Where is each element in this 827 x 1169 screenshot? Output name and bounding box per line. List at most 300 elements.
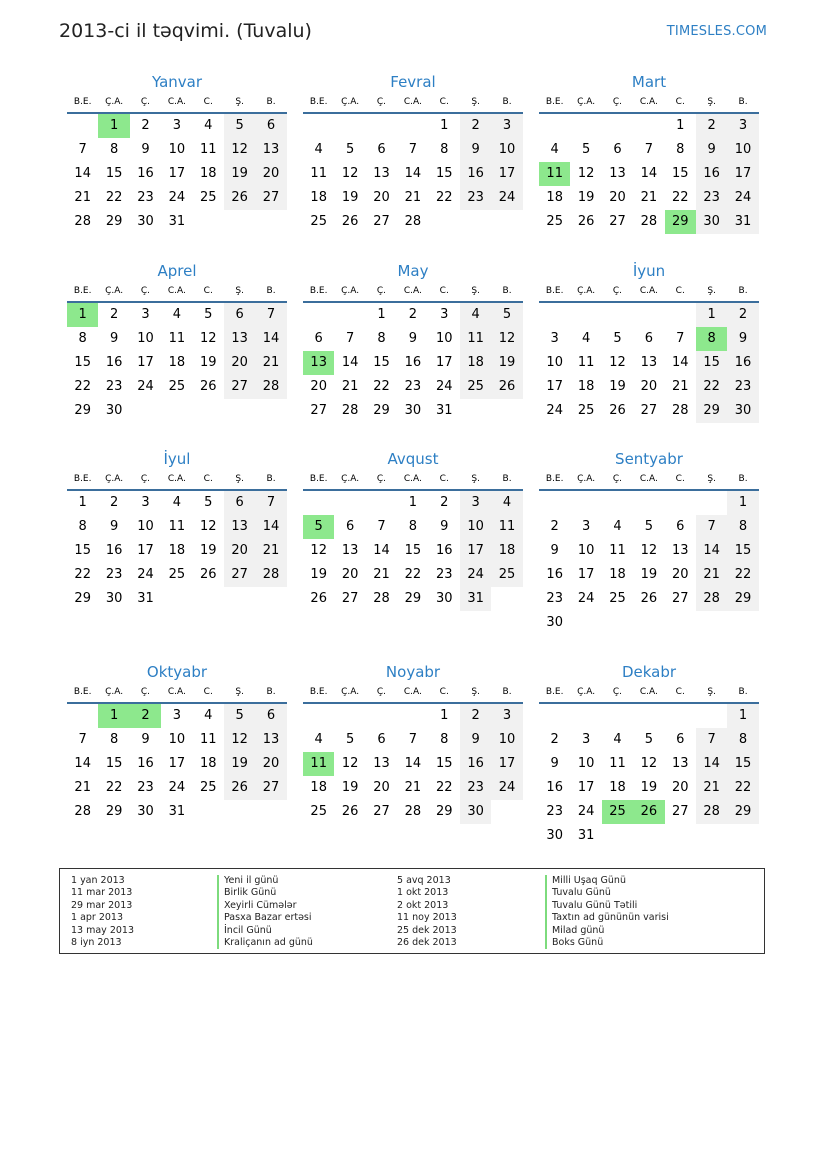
day-cell[interactable]: 30	[404, 403, 422, 418]
day-cell[interactable]: 17	[491, 162, 522, 186]
day-cell[interactable]: 20	[255, 162, 286, 186]
day-cell[interactable]: 3	[581, 732, 591, 747]
day-cell[interactable]: 5	[581, 142, 591, 157]
day-cell[interactable]: 12	[224, 138, 255, 162]
day-cell[interactable]: 14	[640, 166, 658, 181]
day-cell[interactable]: 4	[491, 491, 522, 515]
day-cell[interactable]: 10	[546, 355, 563, 370]
day-cell[interactable]: 24	[168, 780, 186, 795]
day-cell[interactable]: 5	[613, 331, 622, 346]
day-cell[interactable]: 23	[460, 186, 491, 210]
day-cell[interactable]: 3	[460, 491, 491, 515]
day-cell[interactable]: 8	[109, 732, 119, 747]
day-cell[interactable]: 11	[199, 142, 217, 157]
day-cell[interactable]: 9	[727, 327, 758, 351]
day-cell[interactable]: 25	[168, 379, 186, 394]
day-cell[interactable]: 14	[255, 327, 286, 351]
day-cell[interactable]: 21	[74, 190, 91, 205]
day-cell[interactable]: 5	[224, 114, 255, 138]
day-cell[interactable]: 17	[546, 379, 563, 394]
day-cell[interactable]: 25	[168, 567, 186, 582]
day-cell[interactable]: 12	[341, 756, 359, 771]
day-cell[interactable]: 23	[105, 379, 123, 394]
day-cell[interactable]: 17	[168, 166, 186, 181]
day-cell[interactable]: 1	[727, 491, 758, 515]
day-cell[interactable]: 22	[727, 776, 758, 800]
day-cell[interactable]: 8	[440, 142, 449, 157]
day-cell[interactable]: 10	[168, 142, 186, 157]
day-cell[interactable]: 15	[74, 543, 91, 558]
day-cell[interactable]: 20	[255, 752, 286, 776]
day-cell[interactable]: 24	[137, 379, 154, 394]
day-cell[interactable]: 24	[577, 591, 595, 606]
day-cell[interactable]: 18	[546, 190, 563, 205]
day-cell[interactable]: 12	[640, 756, 658, 771]
day-cell[interactable]: 28	[341, 403, 359, 418]
day-cell[interactable]: 6	[377, 732, 386, 747]
day-cell[interactable]: 27	[671, 804, 689, 819]
day-cell[interactable]: 16	[546, 780, 563, 795]
day-cell[interactable]: 1	[440, 118, 449, 133]
day-cell[interactable]: 5	[224, 704, 255, 728]
day-cell[interactable]: 12	[199, 519, 217, 534]
day-cell[interactable]: 19	[199, 543, 217, 558]
day-cell[interactable]: 13	[373, 166, 390, 181]
day-cell[interactable]: 16	[137, 756, 154, 771]
day-cell[interactable]: 17	[168, 756, 186, 771]
day-cell[interactable]: 6	[345, 519, 355, 534]
day-cell[interactable]: 16	[727, 351, 758, 375]
day-cell[interactable]: 20	[373, 190, 390, 205]
day-cell[interactable]: 8	[676, 142, 685, 157]
holiday-day[interactable]: 11	[303, 752, 334, 776]
day-cell[interactable]: 6	[314, 331, 323, 346]
day-cell[interactable]: 20	[341, 567, 359, 582]
day-cell[interactable]: 20	[224, 539, 255, 563]
day-cell[interactable]: 16	[696, 162, 727, 186]
day-cell[interactable]: 23	[546, 591, 563, 606]
day-cell[interactable]: 13	[609, 166, 626, 181]
day-cell[interactable]: 19	[640, 567, 658, 582]
day-cell[interactable]: 10	[460, 515, 491, 539]
day-cell[interactable]: 31	[460, 587, 491, 611]
day-cell[interactable]: 12	[199, 331, 217, 346]
day-cell[interactable]: 4	[613, 732, 622, 747]
day-cell[interactable]: 15	[727, 752, 758, 776]
day-cell[interactable]: 31	[137, 591, 154, 606]
day-cell[interactable]: 9	[109, 331, 119, 346]
day-cell[interactable]: 10	[577, 756, 595, 771]
day-cell[interactable]: 13	[224, 327, 255, 351]
day-cell[interactable]: 1	[727, 704, 758, 728]
day-cell[interactable]: 7	[78, 142, 87, 157]
day-cell[interactable]: 27	[640, 403, 658, 418]
day-cell[interactable]: 28	[640, 214, 658, 229]
brand-link[interactable]: TIMESLES.COM	[666, 24, 767, 39]
day-cell[interactable]: 18	[460, 351, 491, 375]
day-cell[interactable]: 4	[550, 142, 559, 157]
day-cell[interactable]: 8	[377, 331, 386, 346]
day-cell[interactable]: 21	[255, 351, 286, 375]
day-cell[interactable]: 16	[435, 543, 453, 558]
day-cell[interactable]: 24	[546, 403, 563, 418]
day-cell[interactable]: 7	[345, 331, 355, 346]
day-cell[interactable]: 9	[460, 138, 491, 162]
day-cell[interactable]: 11	[609, 543, 626, 558]
day-cell[interactable]: 13	[341, 543, 359, 558]
day-cell[interactable]: 9	[141, 142, 150, 157]
day-cell[interactable]: 11	[577, 355, 595, 370]
day-cell[interactable]: 22	[74, 379, 91, 394]
day-cell[interactable]: 22	[727, 563, 758, 587]
day-cell[interactable]: 20	[373, 780, 390, 795]
day-cell[interactable]: 25	[546, 214, 563, 229]
day-cell[interactable]: 8	[440, 732, 449, 747]
day-cell[interactable]: 15	[435, 756, 453, 771]
day-cell[interactable]: 14	[341, 355, 359, 370]
day-cell[interactable]: 22	[671, 190, 689, 205]
day-cell[interactable]: 28	[74, 804, 91, 819]
day-cell[interactable]: 24	[727, 186, 758, 210]
day-cell[interactable]: 3	[440, 307, 449, 322]
day-cell[interactable]: 4	[172, 307, 181, 322]
day-cell[interactable]: 6	[613, 142, 622, 157]
day-cell[interactable]: 3	[172, 118, 181, 133]
day-cell[interactable]: 15	[373, 355, 390, 370]
day-cell[interactable]: 5	[644, 732, 653, 747]
day-cell[interactable]: 29	[696, 399, 727, 423]
day-cell[interactable]: 2	[408, 307, 417, 322]
day-cell[interactable]: 25	[577, 403, 595, 418]
holiday-day[interactable]: 2	[130, 704, 161, 728]
day-cell[interactable]: 3	[491, 114, 522, 138]
day-cell[interactable]: 11	[609, 756, 626, 771]
day-cell[interactable]: 28	[404, 214, 422, 229]
holiday-day[interactable]: 1	[98, 704, 129, 728]
day-cell[interactable]: 21	[696, 776, 727, 800]
day-cell[interactable]: 19	[199, 355, 217, 370]
day-cell[interactable]: 31	[168, 804, 186, 819]
holiday-day[interactable]: 25	[602, 800, 633, 824]
day-cell[interactable]: 17	[491, 752, 522, 776]
day-cell[interactable]: 26	[341, 804, 359, 819]
day-cell[interactable]: 7	[255, 303, 286, 327]
day-cell[interactable]: 16	[105, 355, 123, 370]
day-cell[interactable]: 21	[671, 379, 689, 394]
day-cell[interactable]: 23	[105, 567, 123, 582]
day-cell[interactable]: 16	[137, 166, 154, 181]
day-cell[interactable]: 1	[676, 118, 685, 133]
day-cell[interactable]: 13	[224, 515, 255, 539]
day-cell[interactable]: 3	[172, 708, 181, 723]
day-cell[interactable]: 14	[404, 756, 422, 771]
day-cell[interactable]: 3	[550, 331, 559, 346]
day-cell[interactable]: 15	[435, 166, 453, 181]
day-cell[interactable]: 10	[727, 138, 758, 162]
day-cell[interactable]: 10	[491, 728, 522, 752]
day-cell[interactable]: 14	[255, 515, 286, 539]
day-cell[interactable]: 19	[609, 379, 626, 394]
day-cell[interactable]: 28	[255, 375, 286, 399]
day-cell[interactable]: 20	[640, 379, 658, 394]
day-cell[interactable]: 10	[168, 732, 186, 747]
day-cell[interactable]: 28	[696, 587, 727, 611]
day-cell[interactable]: 26	[224, 776, 255, 800]
day-cell[interactable]: 7	[408, 142, 417, 157]
day-cell[interactable]: 18	[168, 355, 186, 370]
day-cell[interactable]: 9	[408, 331, 417, 346]
day-cell[interactable]: 2	[440, 495, 449, 510]
holiday-day[interactable]: 29	[665, 210, 696, 234]
day-cell[interactable]: 6	[676, 732, 685, 747]
day-cell[interactable]: 27	[255, 186, 286, 210]
day-cell[interactable]: 11	[199, 732, 217, 747]
day-cell[interactable]: 25	[609, 591, 626, 606]
holiday-day[interactable]: 1	[67, 303, 98, 327]
day-cell[interactable]: 18	[199, 166, 217, 181]
day-cell[interactable]: 13	[255, 728, 286, 752]
day-cell[interactable]: 15	[404, 543, 422, 558]
day-cell[interactable]: 6	[676, 519, 685, 534]
day-cell[interactable]: 25	[491, 563, 522, 587]
day-cell[interactable]: 20	[671, 567, 689, 582]
day-cell[interactable]: 17	[137, 543, 154, 558]
day-cell[interactable]: 9	[109, 519, 119, 534]
day-cell[interactable]: 19	[224, 752, 255, 776]
day-cell[interactable]: 18	[609, 780, 626, 795]
day-cell[interactable]: 18	[199, 756, 217, 771]
day-cell[interactable]: 5	[644, 519, 653, 534]
day-cell[interactable]: 3	[141, 307, 150, 322]
day-cell[interactable]: 13	[255, 138, 286, 162]
day-cell[interactable]: 18	[577, 379, 595, 394]
day-cell[interactable]: 30	[727, 399, 758, 423]
day-cell[interactable]: 21	[74, 780, 91, 795]
day-cell[interactable]: 3	[727, 114, 758, 138]
day-cell[interactable]: 27	[255, 776, 286, 800]
day-cell[interactable]: 2	[550, 732, 559, 747]
day-cell[interactable]: 27	[224, 375, 255, 399]
day-cell[interactable]: 1	[440, 708, 449, 723]
day-cell[interactable]: 18	[168, 543, 186, 558]
day-cell[interactable]: 29	[435, 804, 453, 819]
day-cell[interactable]: 16	[460, 752, 491, 776]
day-cell[interactable]: 2	[109, 495, 119, 510]
day-cell[interactable]: 21	[404, 190, 422, 205]
day-cell[interactable]: 22	[373, 379, 390, 394]
day-cell[interactable]: 12	[577, 166, 595, 181]
day-cell[interactable]: 27	[341, 591, 359, 606]
day-cell[interactable]: 4	[460, 303, 491, 327]
day-cell[interactable]: 30	[137, 804, 154, 819]
day-cell[interactable]: 11	[168, 519, 186, 534]
day-cell[interactable]: 25	[199, 780, 217, 795]
day-cell[interactable]: 25	[310, 214, 327, 229]
day-cell[interactable]: 7	[255, 491, 286, 515]
day-cell[interactable]: 15	[696, 351, 727, 375]
day-cell[interactable]: 14	[404, 166, 422, 181]
day-cell[interactable]: 1	[78, 495, 87, 510]
day-cell[interactable]: 30	[105, 403, 123, 418]
day-cell[interactable]: 6	[255, 114, 286, 138]
day-cell[interactable]: 16	[105, 543, 123, 558]
day-cell[interactable]: 14	[373, 543, 390, 558]
day-cell[interactable]: 21	[640, 190, 658, 205]
day-cell[interactable]: 21	[373, 567, 390, 582]
day-cell[interactable]: 26	[341, 214, 359, 229]
day-cell[interactable]: 29	[373, 403, 390, 418]
day-cell[interactable]: 4	[204, 118, 213, 133]
day-cell[interactable]: 24	[168, 190, 186, 205]
day-cell[interactable]: 20	[609, 190, 626, 205]
day-cell[interactable]: 31	[435, 403, 453, 418]
day-cell[interactable]: 18	[491, 539, 522, 563]
day-cell[interactable]: 14	[696, 539, 727, 563]
day-cell[interactable]: 5	[204, 495, 213, 510]
holiday-day[interactable]: 5	[303, 515, 334, 539]
day-cell[interactable]: 21	[341, 379, 359, 394]
day-cell[interactable]: 11	[310, 166, 327, 181]
day-cell[interactable]: 2	[460, 114, 491, 138]
day-cell[interactable]: 21	[696, 563, 727, 587]
day-cell[interactable]: 29	[105, 214, 123, 229]
day-cell[interactable]: 4	[172, 495, 181, 510]
day-cell[interactable]: 29	[727, 587, 758, 611]
day-cell[interactable]: 31	[168, 214, 186, 229]
day-cell[interactable]: 29	[727, 800, 758, 824]
day-cell[interactable]: 19	[341, 190, 359, 205]
day-cell[interactable]: 2	[460, 704, 491, 728]
day-cell[interactable]: 24	[491, 186, 522, 210]
day-cell[interactable]: 19	[224, 162, 255, 186]
day-cell[interactable]: 22	[105, 190, 123, 205]
day-cell[interactable]: 12	[341, 166, 359, 181]
day-cell[interactable]: 22	[435, 190, 453, 205]
day-cell[interactable]: 5	[491, 303, 522, 327]
day-cell[interactable]: 4	[581, 331, 591, 346]
day-cell[interactable]: 9	[141, 732, 150, 747]
day-cell[interactable]: 26	[199, 567, 217, 582]
day-cell[interactable]: 22	[435, 780, 453, 795]
day-cell[interactable]: 16	[460, 162, 491, 186]
day-cell[interactable]: 30	[105, 591, 123, 606]
day-cell[interactable]: 17	[727, 162, 758, 186]
day-cell[interactable]: 1	[696, 303, 727, 327]
day-cell[interactable]: 4	[314, 142, 323, 157]
day-cell[interactable]: 14	[74, 756, 91, 771]
holiday-day[interactable]: 1	[98, 114, 129, 138]
day-cell[interactable]: 24	[137, 567, 154, 582]
day-cell[interactable]: 11	[460, 327, 491, 351]
day-cell[interactable]: 23	[460, 776, 491, 800]
day-cell[interactable]: 26	[640, 591, 658, 606]
day-cell[interactable]: 29	[74, 403, 91, 418]
holiday-day[interactable]: 13	[303, 351, 334, 375]
day-cell[interactable]: 28	[671, 403, 689, 418]
day-cell[interactable]: 19	[341, 780, 359, 795]
day-cell[interactable]: 9	[550, 543, 559, 558]
day-cell[interactable]: 27	[671, 591, 689, 606]
day-cell[interactable]: 2	[109, 307, 119, 322]
day-cell[interactable]: 17	[577, 567, 595, 582]
day-cell[interactable]: 22	[696, 375, 727, 399]
day-cell[interactable]: 26	[577, 214, 595, 229]
day-cell[interactable]: 14	[74, 166, 91, 181]
day-cell[interactable]: 28	[373, 591, 390, 606]
day-cell[interactable]: 11	[491, 515, 522, 539]
day-cell[interactable]: 9	[440, 519, 449, 534]
day-cell[interactable]: 30	[546, 828, 563, 843]
day-cell[interactable]: 16	[404, 355, 422, 370]
day-cell[interactable]: 29	[74, 591, 91, 606]
day-cell[interactable]: 12	[491, 327, 522, 351]
day-cell[interactable]: 7	[676, 331, 685, 346]
day-cell[interactable]: 12	[224, 728, 255, 752]
day-cell[interactable]: 1	[377, 307, 386, 322]
day-cell[interactable]: 6	[255, 704, 286, 728]
day-cell[interactable]: 23	[435, 567, 453, 582]
day-cell[interactable]: 5	[345, 732, 355, 747]
day-cell[interactable]: 14	[671, 355, 689, 370]
day-cell[interactable]: 10	[577, 543, 595, 558]
day-cell[interactable]: 8	[408, 519, 417, 534]
day-cell[interactable]: 29	[404, 591, 422, 606]
day-cell[interactable]: 8	[78, 519, 87, 534]
day-cell[interactable]: 5	[204, 307, 213, 322]
day-cell[interactable]: 21	[404, 780, 422, 795]
day-cell[interactable]: 19	[577, 190, 595, 205]
day-cell[interactable]: 8	[727, 515, 758, 539]
day-cell[interactable]: 22	[74, 567, 91, 582]
day-cell[interactable]: 11	[168, 331, 186, 346]
day-cell[interactable]: 20	[224, 351, 255, 375]
day-cell[interactable]: 12	[609, 355, 626, 370]
day-cell[interactable]: 8	[78, 331, 87, 346]
day-cell[interactable]: 8	[727, 728, 758, 752]
day-cell[interactable]: 17	[460, 539, 491, 563]
day-cell[interactable]: 19	[640, 780, 658, 795]
day-cell[interactable]: 10	[137, 519, 154, 534]
day-cell[interactable]: 2	[141, 118, 150, 133]
day-cell[interactable]: 4	[204, 708, 213, 723]
day-cell[interactable]: 6	[224, 303, 255, 327]
day-cell[interactable]: 26	[609, 403, 626, 418]
day-cell[interactable]: 22	[105, 780, 123, 795]
day-cell[interactable]: 3	[141, 495, 150, 510]
day-cell[interactable]: 4	[314, 732, 323, 747]
day-cell[interactable]: 24	[460, 563, 491, 587]
day-cell[interactable]: 30	[137, 214, 154, 229]
day-cell[interactable]: 2	[696, 114, 727, 138]
day-cell[interactable]: 17	[137, 355, 154, 370]
day-cell[interactable]: 10	[137, 331, 154, 346]
day-cell[interactable]: 30	[435, 591, 453, 606]
holiday-day[interactable]: 11	[539, 162, 570, 186]
day-cell[interactable]: 20	[310, 379, 327, 394]
day-cell[interactable]: 25	[199, 190, 217, 205]
day-cell[interactable]: 17	[435, 355, 453, 370]
day-cell[interactable]: 13	[373, 756, 390, 771]
day-cell[interactable]: 3	[491, 704, 522, 728]
day-cell[interactable]: 24	[577, 804, 595, 819]
day-cell[interactable]: 6	[224, 491, 255, 515]
day-cell[interactable]: 9	[550, 756, 559, 771]
day-cell[interactable]: 7	[644, 142, 653, 157]
day-cell[interactable]: 18	[310, 190, 327, 205]
day-cell[interactable]: 10	[491, 138, 522, 162]
day-cell[interactable]: 23	[727, 375, 758, 399]
day-cell[interactable]: 13	[640, 355, 658, 370]
